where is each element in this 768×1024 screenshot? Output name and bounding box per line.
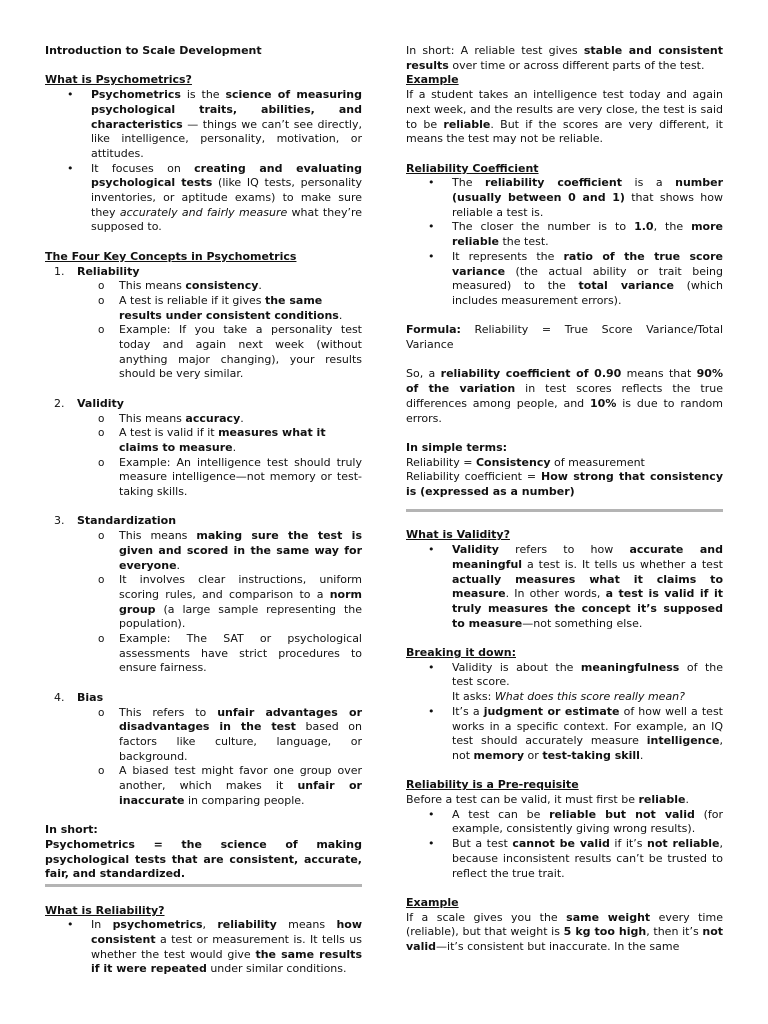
list-item: • It focuses on creating and evaluating psychological tests (like IQ tests, personality inventories, or aptitude exams) to make sure they accurately and fairly measure what they’re supposed to. [45,162,362,236]
example-heading: Example [406,73,459,87]
list-item: o This means accuracy. [98,412,362,427]
section-heading-breaking-down: Breaking it down: [406,646,516,660]
concept-standardization: 3. Standardization o This means making sure the test is given and scored in the same way for everyone. o It involves clear instructions, uniform scoring rules, and comparison to a norm group (a large sample representing the population). o Example: The SAT or psychological assessments have strict procedures to ensure fairness. [45,514,362,676]
list-item: o This means consistency. [98,279,362,294]
list-item: o A test is valid if it measures what it claims to measure. [98,426,362,455]
example-text: If a student takes an intelligence test today and again next week, and the results are very close, the test is said to be reliable. But if the scores are very different, it means the test may not be reliable. [406,88,723,146]
validity-list [406,543,723,631]
list-item: • Validity refers to how accurate and meaningful a test is. It tells us whether a test actually measures what it claims to measure. In other words, a test is valid if it truly measures the concept it’s supposed to measure—not something else. [406,543,723,631]
example-text-2: If a scale gives you the same weight every time (reliable), but that weight is 5 kg too high, then it’s not valid—it’s consistent but inaccurate. In the same [406,910,724,954]
in-short-heading: In short: [45,823,98,837]
list-item: o A test is reliable if it gives the same results under consistent conditions. [98,294,362,323]
section-heading-prerequisite: Reliability is a Pre-requisite [406,778,579,792]
section-heading-reliability-coefficient: Reliability Coefficient [406,161,539,175]
list-item: • A test can be reliable but not valid (for example, consistently giving wrong results). [406,808,723,837]
list-item: o Example: If you take a personality test today and again next week (without anything major changing), your results should be very similar. [98,323,362,382]
coefficient-example: So, a reliability coefficient of 0.90 means that 90% of the variation in test scores reflects the true differences among people, and 10% is due to random errors. [406,367,724,425]
simple-terms-heading: In simple terms: [406,440,508,454]
example-heading-2: Example [406,895,459,909]
list-item: o Example: The SAT or psychological assessments have strict procedures to ensure fairness. [98,632,362,676]
list-item: o It involves clear instructions, uniform scoring rules, and comparison to a norm group (a large sample representing the population). [98,573,362,632]
prerequisite-list [406,808,723,882]
list-item: • In psychometrics, reliability means how consistent a test or measurement is. It tells us whether the test would give the same results if it were repeated under similar conditions. [45,918,362,977]
four-concepts-list [45,265,362,809]
list-item: • It’s a judgment or estimate of how well a test works in a specific context. For example, an IQ test should accurately measure intelligence, not memory or test-taking skill. [406,705,723,764]
prerequisite-text: Before a test can be valid, it must first be reliable. [406,793,689,807]
coefficient-list [406,176,723,308]
left-column [45,44,362,977]
concept-reliability: 1. Reliability o This means consistency. o A test is reliable if it gives the same results under consistent conditions. o Example: If you take a personality test today and again next week (without anything major changing), your results should be very similar. [45,265,362,383]
formula: Formula: Reliability = True Score Variance/Total Variance [406,323,723,352]
section-heading-psychometrics: What is Psychometrics? [45,73,192,87]
concept-validity: 2. Validity o This means accuracy. o A test is valid if it measures what it claims to measure. o Example: An intelligence test should truly measure intelligence—not memory or test-taking skills. [45,397,362,500]
section-divider [406,509,723,512]
section-divider [45,884,362,887]
in-short-reliable: In short: A reliable test gives stable and consistent results over time or across different parts of the test. [406,44,724,72]
section-heading-four-concepts: The Four Key Concepts in Psychometrics [45,249,297,263]
reliability-list [45,918,362,977]
list-item: • Validity is about the meaningfulness of the test score. It asks: What does this score really mean? [406,661,723,705]
simple-terms-line-1: Reliability = Consistency of measurement [406,455,645,469]
list-item: • The reliability coefficient is a number (usually between 0 and 1) that shows how reliable a test is. [406,176,723,220]
list-item: • The closer the number is to 1.0, the more reliable the test. [406,220,723,249]
psychometrics-list [45,88,362,235]
section-heading-validity: What is Validity? [406,528,510,542]
breaking-down-list [406,661,723,764]
right-column [406,44,723,955]
list-item: o Example: An intelligence test should truly measure intelligence—not memory or test-taking skills. [98,456,362,500]
simple-terms-line-2: Reliability coefficient = How strong that consistency is (expressed as a number) [406,470,723,499]
section-heading-reliability: What is Reliability? [45,903,165,917]
list-item: o A biased test might favor one group over another, which makes it unfair or inaccurate in comparing people. [98,764,362,808]
list-item: • But a test cannot be valid if it’s not reliable, because inconsistent results can’t be trusted to reflect the true trait. [406,837,723,881]
list-item: o This refers to unfair advantages or disadvantages in the test based on factors like culture, language, or background. [98,706,362,765]
list-item: o This means making sure the test is given and scored in the same way for everyone. [98,529,362,573]
document-title: Introduction to Scale Development [45,44,262,57]
list-item: • Psychometrics is the science of measuring psychological traits, abilities, and characteristics — things we can’t see directly, like intelligence, personality, motivation, or attitudes. [45,88,362,162]
in-short-text: Psychometrics = the science of making psychological tests that are consistent, accurate, fair, and standardized. [45,837,362,881]
concept-bias: 4. Bias o This refers to unfair advantages or disadvantages in the test based on factors like culture, language, or background. o A biased test might favor one group over another, which makes it unfair or inaccurate in comparing people. [45,691,362,809]
list-item: • It represents the ratio of the true score variance (the actual ability or trait being measured) to the total variance (which includes measurement errors). [406,250,723,309]
